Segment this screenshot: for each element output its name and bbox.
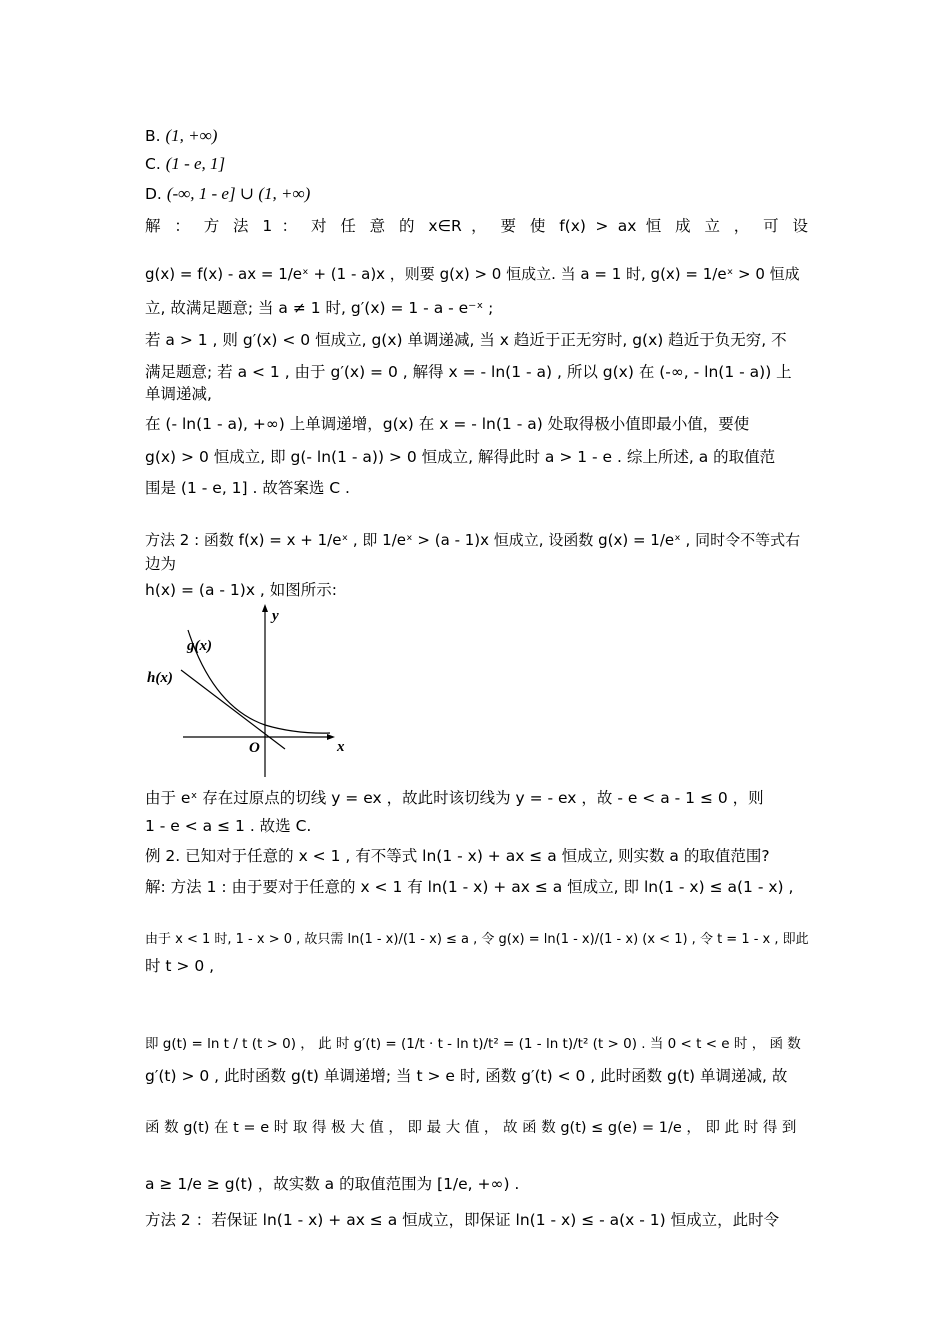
x-axis-label: x [337,739,345,755]
example2-line8: a ≥ 1/e ≥ g(t) ，故实数 a 的取值范围为 [1/e, +∞) . [145,1175,520,1193]
solution1-line7: 在 (- ln(1 - a), +∞) 上单调递增，g(x) 在 x = - ln(1 - a) 处取得极小值即最小值，要使 [145,415,750,433]
option-d: D. (-∞, 1 - e] ∪ (1, +∞) [145,184,311,203]
x-axis-arrow [327,734,335,740]
solution1-line1: 解 ： 方 法 1 ： 对 任 意 的 x∈R ， 要 使 f(x) > ax 恒 成 立 ， 可 设 [145,217,808,235]
solution1-line9: 围是 (1 - e, 1] . 故答案选 C . [145,479,350,497]
solution1-line8: g(x) > 0 恒成立, 即 g(- ln(1 - a)) > 0 恒成立, 解得此时 a > 1 - e . 综上所述, a 的取值范 [145,448,776,466]
solution2-line2: 边为 [145,555,177,573]
solution1-line4: 若 a > 1 , 则 g′(x) < 0 恒成立, g(x) 单调递减, 当 x 趋近于正无穷时, g(x) 趋近于负无穷, 不 [145,331,787,349]
h-line-label: h(x) [147,670,173,686]
solution2-line3: h(x) = (a - 1)x , 如图所示: [145,581,338,599]
solution1-line6: 单调递减, [145,385,212,403]
example2-line4: 时 t > 0 , [145,957,215,975]
tangent-graph [145,602,365,782]
example2-line6: g′(t) > 0 , 此时函数 g(t) 单调递增; 当 t > e 时, 函数 g′(t) < 0 , 此时函数 g(t) 单调递减, 故 [145,1067,788,1085]
solution2-line1: 方法 2 : 函数 f(x) = x + 1/eˣ , 即 1/eˣ > (a - 1)x 恒成立, 设函数 g(x) = 1/eˣ , 同时令不等式右 [145,531,801,549]
option-c: C. (1 - e, 1] [145,154,226,173]
after-graph-line1: 由于 eˣ 存在过原点的切线 y = ex ，故此时该切线为 y = - ex ，故 - e < a - 1 ≤ 0 ，则 [145,789,764,807]
example2-line7: 函 数 g(t) 在 t = e 时 取 得 极 大 值 ， 即 最 大 值 ， 故 函 数 g(t) ≤ g(e) = 1/e ， 即 此 时 得 到 [145,1120,797,1136]
g-curve-label: g(x) [187,638,212,654]
example2-line3: 由于 x < 1 时, 1 - x > 0 , 故只需 ln(1 - x)/(1 - x) ≤ a , 令 g(x) = ln(1 - x)/(1 - x) (x < 1) , 令 t = 1 - x , 即此 [145,932,809,947]
example2-line5: 即 g(t) = ln t / t (t > 0) ， 此 时 g′(t) = (1/t · t - ln t)/t² = (1 - ln t)/t² (t > 0) . 当 0 < t < e 时 ， 函 数 [145,1036,801,1052]
example2-line9: 方法 2 ：若保证 ln(1 - x) + ax ≤ a 恒成立，即保证 ln(1 - x) ≤ - a(x - 1) 恒成立，此时令 [145,1211,780,1229]
y-axis-label: y [272,608,279,624]
option-b: B. (1, +∞) [145,126,218,145]
y-axis-arrow [262,604,268,612]
solution1-line3: 立, 故满足题意; 当 a ≠ 1 时, g′(x) = 1 - a - e⁻ˣ ; [145,299,494,317]
example2-line2: 解: 方法 1 : 由于要对于任意的 x < 1 有 ln(1 - x) + ax ≤ a 恒成立, 即 ln(1 - x) ≤ a(1 - x) , [145,878,794,896]
after-graph-line2: 1 - e < a ≤ 1 . 故选 C. [145,817,312,835]
solution1-line2: g(x) = f(x) - ax = 1/eˣ + (1 - a)x ，则要 g(x) > 0 恒成立. 当 a = 1 时, g(x) = 1/eˣ > 0 恒成 [145,265,800,283]
example2-line1: 例 2. 已知对于任意的 x < 1 , 有不等式 ln(1 - x) + ax ≤ a 恒成立, 则实数 a 的取值范围? [145,847,770,865]
origin-label: O [249,740,260,756]
solution1-line5: 满足题意; 若 a < 1 , 由于 g′(x) = 0 , 解得 x = - ln(1 - a) , 所以 g(x) 在 (-∞, - ln(1 - a)) 上 [145,363,792,381]
